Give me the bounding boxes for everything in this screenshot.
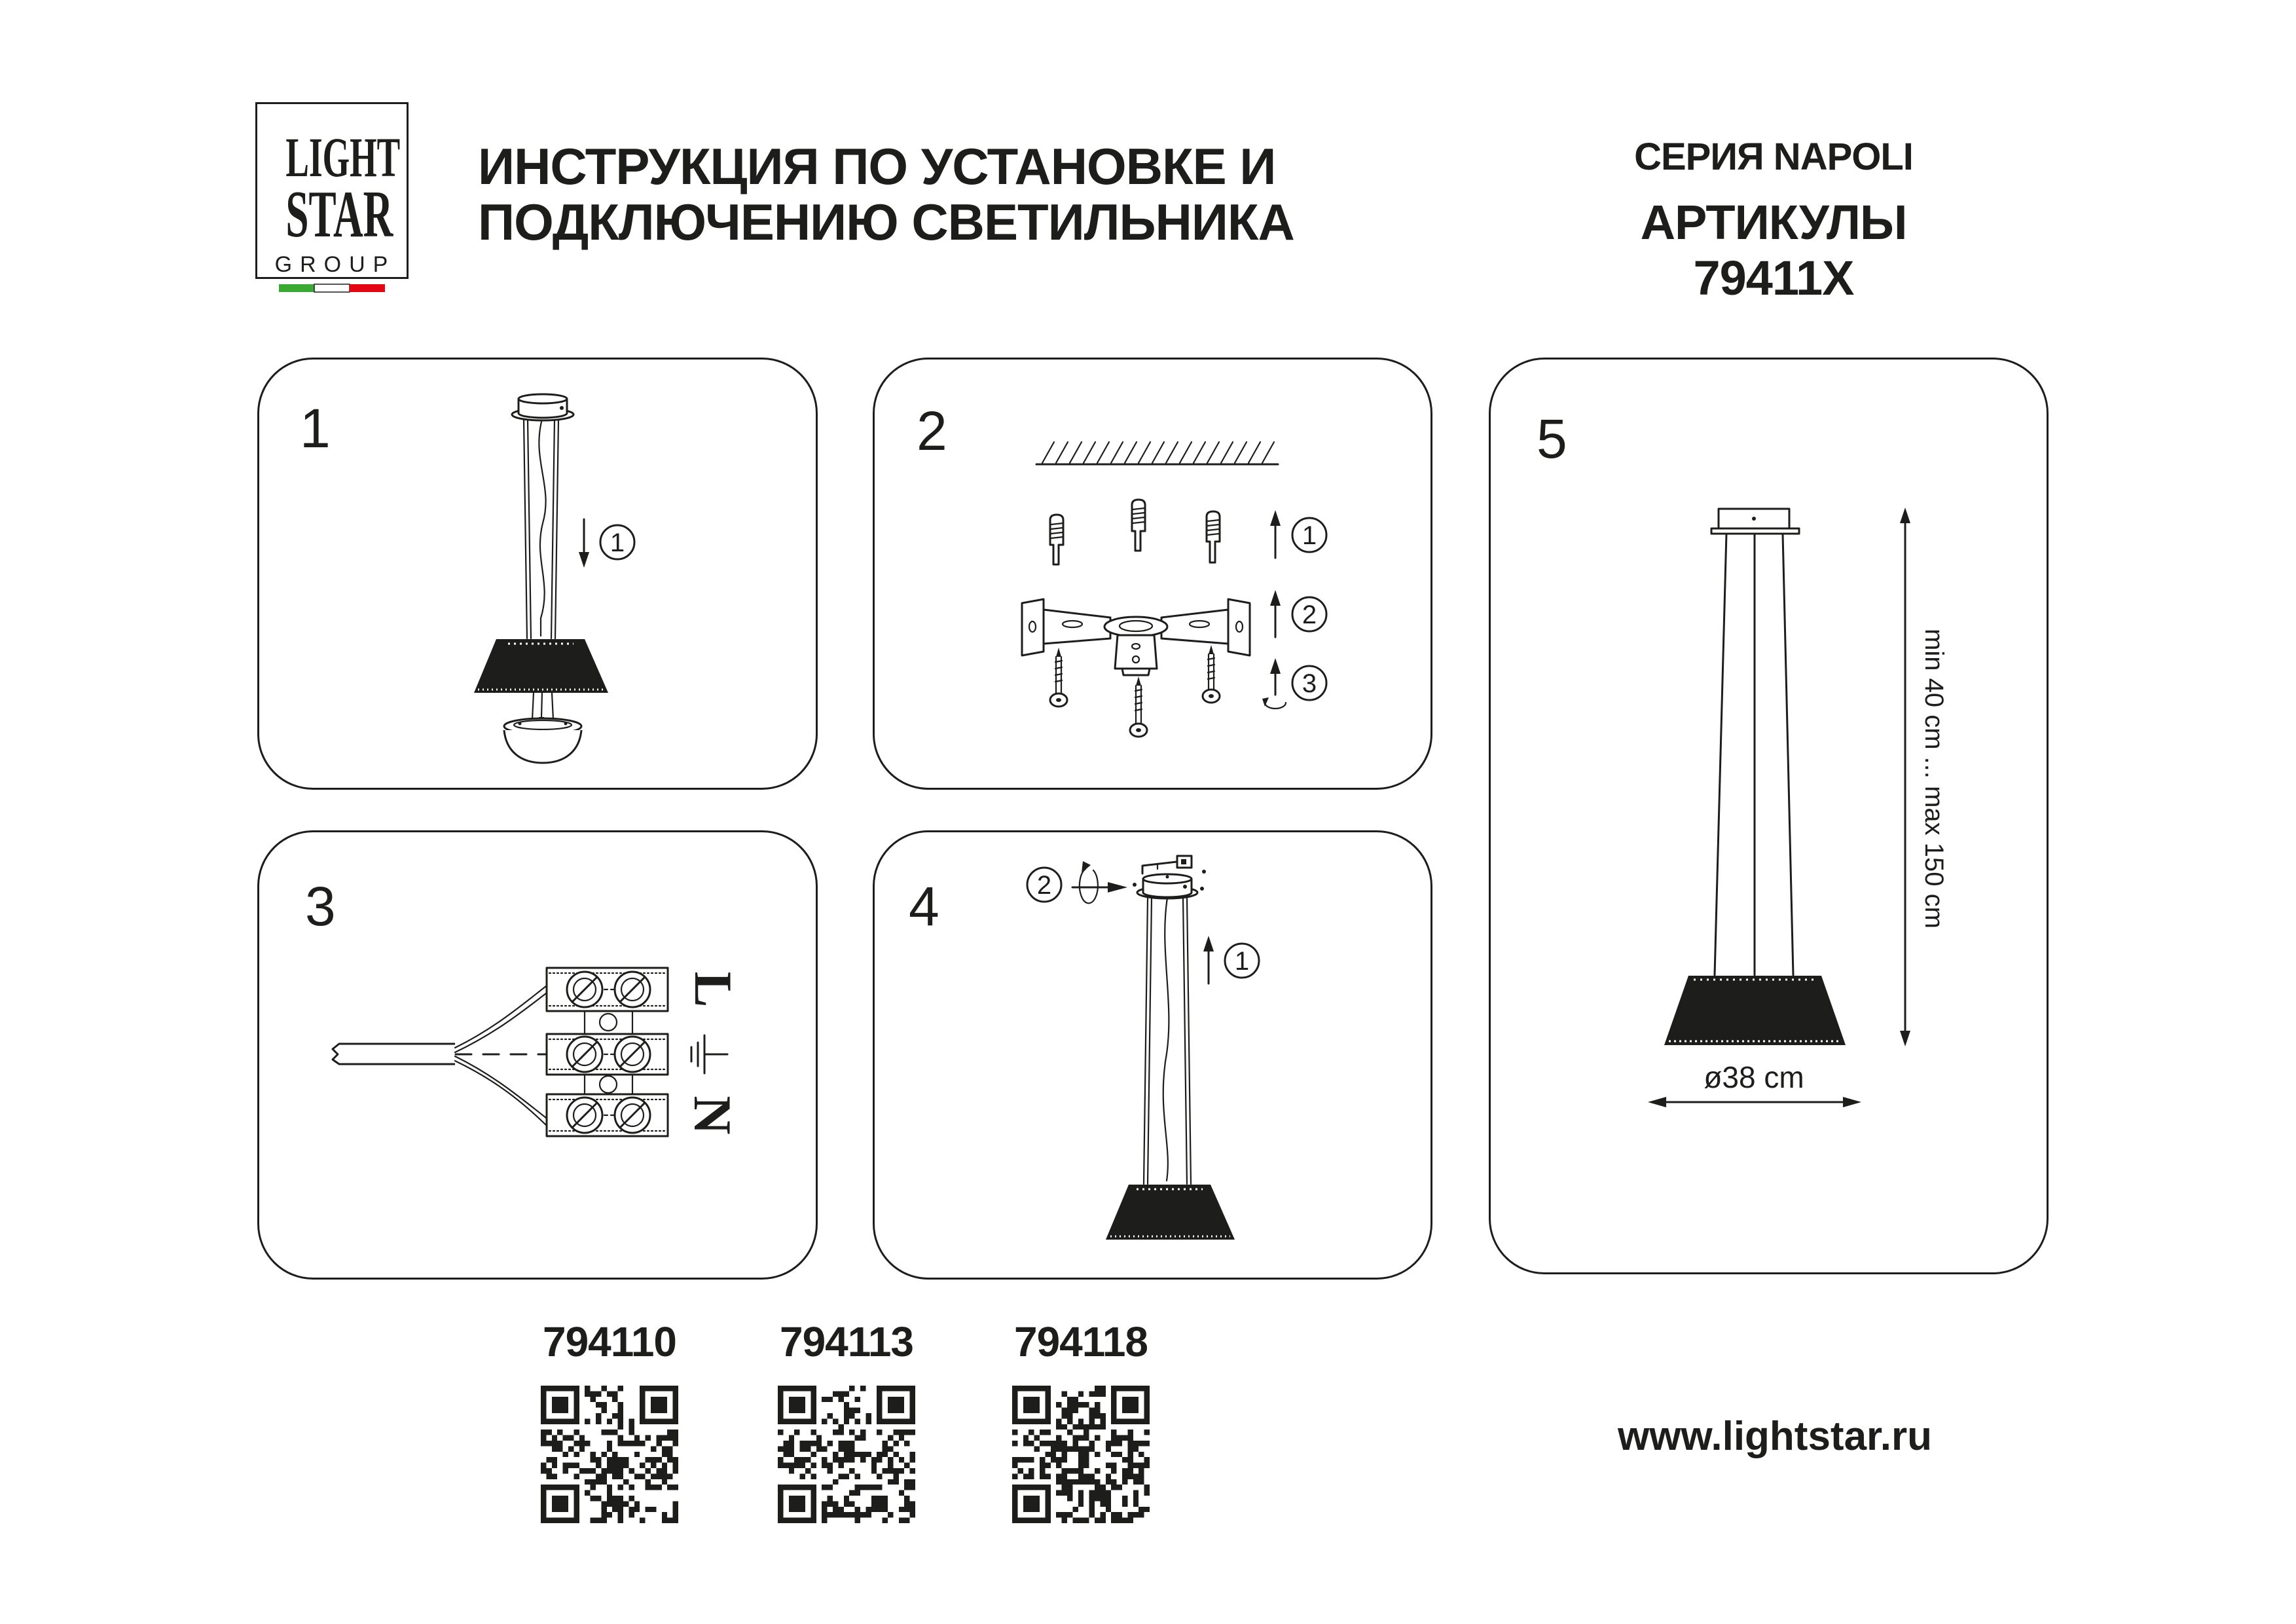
lamp-shade-icon [1664,976,1846,1045]
up-arrow-icon-1 [1270,510,1281,558]
step-2-drawing [875,360,1430,788]
qr-code [778,1386,915,1523]
lightstar-logo [255,102,409,279]
article-code: 794113 [779,1318,914,1365]
up-arrow-rotate-icon-3 [1262,658,1286,709]
page-title [478,139,1303,250]
rotate-icon [1080,861,1098,903]
ceiling-icon [1036,442,1278,464]
step-5-number: 5 [1537,408,1567,470]
height-dimension-arrow [1900,507,1910,1046]
page-title-line1: ИНСТРУКЦИЯ ПО УСТАНОВКЕ И [478,138,1276,195]
ceiling-bracket-icon [1142,856,1192,874]
step-2-badge-1 [1292,518,1326,552]
live-label: L [683,971,743,1008]
lamp-shade-icon [1106,1185,1235,1240]
qr-code [541,1386,678,1523]
article-column-1 [531,1318,688,1523]
italian-flag-icon [279,284,385,293]
qr-code [1012,1386,1150,1523]
down-arrow-icon [579,519,589,568]
neutral-label: N [683,1096,742,1135]
logo-group: GROUP [274,252,396,277]
series-name: СЕРИЯ NAPOLI [1634,136,1913,178]
suspension-rods-icon [1715,534,1793,975]
suspension-rods-icon [1144,898,1191,1184]
step-1-drawing [259,360,816,788]
step-2-panel [873,358,1432,790]
diameter-label: ø38 cm [1704,1060,1804,1094]
step-3-drawing [259,832,816,1278]
step-1-panel [257,358,818,790]
svg-text:1: 1 [610,528,625,557]
logo-light: LIGHT [285,126,401,189]
logo-star: STAR [285,177,393,251]
series-block [1563,135,1984,306]
terminal-block-icon [547,968,668,1136]
step-1-badge-1 [600,525,634,559]
svg-text:1: 1 [1302,521,1317,550]
up-arrow-icon-2 [1270,590,1281,637]
step-2-badge-3 [1292,666,1326,700]
article-column-2 [768,1318,925,1523]
step-4-number: 4 [909,876,939,937]
svg-text:2: 2 [1036,871,1052,900]
svg-text:1: 1 [1234,947,1250,976]
step-4-badge-1 [1225,944,1259,978]
earth-symbol-icon [691,1035,727,1073]
svg-text:3: 3 [1302,669,1317,698]
step-3-number: 3 [305,876,336,937]
article-code: 794118 [1013,1318,1148,1365]
canopy-icon [1711,509,1799,534]
article-code: 794110 [542,1318,677,1365]
up-arrow-icon [1203,936,1214,984]
step-1-number: 1 [300,397,331,459]
step-2-number: 2 [917,400,947,462]
step-4-drawing [875,832,1430,1278]
step-3-panel [257,830,818,1280]
canopy-icon [1133,870,1206,898]
pendant-lamp-icon [474,394,608,763]
step-5-drawing [1491,360,2047,1272]
wall-anchor-icons [1050,500,1220,564]
step-2-badge-2 [1292,597,1326,631]
diameter-dimension-arrow [1648,1097,1861,1107]
height-dimension-label: min 40 cm ... max 150 cm [1920,629,1948,929]
step-4-badge-2 [1027,868,1061,902]
article-column-3 [1002,1318,1159,1523]
step-5-panel [1489,358,2049,1274]
svg-text:2: 2 [1302,600,1317,629]
step-4-panel [873,830,1432,1280]
page-title-line2: ПОДКЛЮЧЕНИЮ СВЕТИЛЬНИКА [478,193,1294,251]
website-url: www.lightstar.ru [1618,1414,1932,1459]
series-articles: АРТИКУЛЫ 79411X [1640,195,1907,305]
supply-cable-icon [333,986,546,1125]
